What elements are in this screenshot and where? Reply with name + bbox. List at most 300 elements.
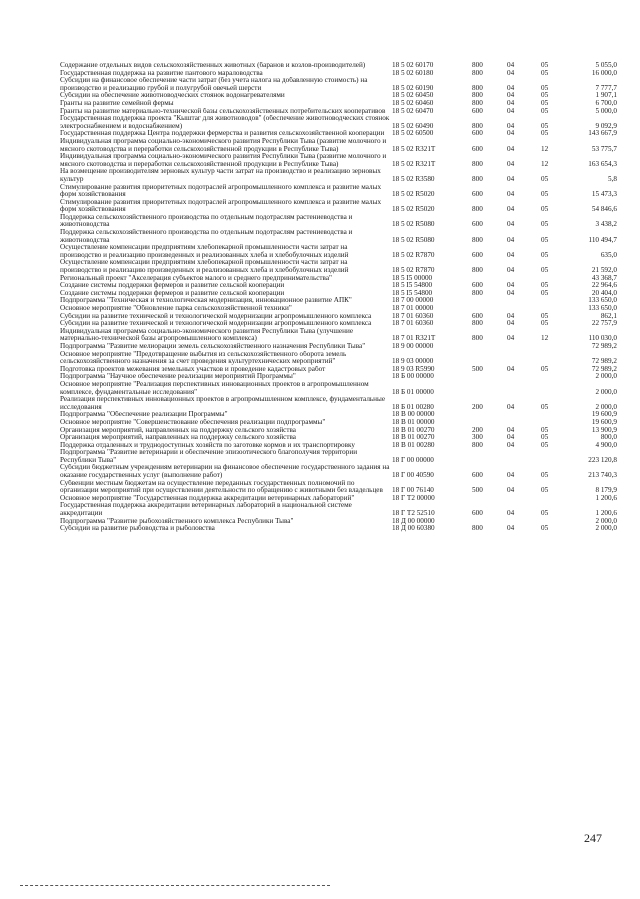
row-section: 04 bbox=[507, 402, 515, 411]
row-section: 04 bbox=[507, 486, 515, 495]
table-row bbox=[60, 328, 617, 343]
row-name: Подготовка проектов межевания земельных участков и проведение кадастровых работ bbox=[60, 365, 326, 373]
table-row bbox=[60, 351, 617, 366]
row-code: 18 5 I5 54800 bbox=[392, 289, 433, 297]
table-row bbox=[60, 449, 617, 464]
row-code: 18 Г Т2 00000 bbox=[392, 494, 435, 502]
row-expense-type: 800 bbox=[472, 525, 483, 533]
row-name: Региональный проект "Акселерация субъектов малого и среднего предпринимательства" bbox=[60, 274, 332, 282]
table-row bbox=[60, 77, 617, 92]
row-section: 04 bbox=[507, 289, 515, 297]
row-name: Субвенции местным бюджетам на осуществление переданных государственных полномочий по организации мероприятий при осуществлении деятельности по обращению с животными без владельцев bbox=[60, 479, 383, 495]
row-subsection bbox=[541, 449, 563, 464]
row-expense-type bbox=[472, 381, 507, 396]
row-expense-type: 600 bbox=[472, 282, 483, 290]
row-section: 04 bbox=[507, 235, 515, 244]
row-expense-type: 800 bbox=[472, 159, 483, 168]
row-name: Государственная поддержка аккредитации ветеринарных лабораторий в национальной системе аккредитации bbox=[60, 502, 352, 518]
row-amount: 2 000,0 bbox=[595, 525, 617, 533]
row-name: Государственная поддержка Центра поддержки фермерства и развития сельскохозяйственной кооперации bbox=[60, 130, 385, 138]
row-subsection: 05 bbox=[541, 289, 549, 297]
row-name: Содержание отдельных видов сельскохозяйственных животных (баранов и козлов-производителей) bbox=[60, 62, 366, 69]
row-subsection: 05 bbox=[541, 92, 549, 100]
row-name: На возмещение производителям зерновых культур части затрат на производство и реализацию зерновых культур bbox=[60, 168, 381, 183]
row-section: 04 bbox=[507, 250, 515, 259]
row-name: Гранты на развитие материально-технической базы сельскохозяйственных потребительских кооперативов bbox=[60, 107, 386, 115]
row-subsection: 05 bbox=[541, 402, 549, 411]
row-amount: 5,8 bbox=[608, 174, 617, 183]
row-subsection: 05 bbox=[541, 441, 549, 449]
row-subsection bbox=[541, 411, 563, 419]
row-code: 18 5 02 R7870 bbox=[392, 250, 435, 259]
row-code: 18 Д 00 00000 bbox=[392, 517, 435, 525]
row-section: 04 bbox=[507, 159, 515, 168]
row-section bbox=[507, 518, 541, 526]
table-row bbox=[60, 305, 617, 313]
row-code: 18 Г Т2 52510 bbox=[392, 509, 435, 518]
row-name: Подпрограмма "Обеспечение реализации Программы" bbox=[60, 411, 228, 419]
row-code: 18 В 01 00270 bbox=[392, 434, 435, 442]
row-name: Осуществление компенсации предприятиям хлебопекарной промышленности части затрат на производство и реализацию произведенных и реализованных хлеба и хлебобулочных изделий bbox=[60, 244, 349, 259]
row-subsection: 12 bbox=[541, 144, 549, 153]
row-code: 18 7 01 00000 bbox=[392, 305, 434, 312]
row-code: 18 5 02 R5020 bbox=[392, 205, 435, 214]
table-row bbox=[60, 518, 617, 526]
row-expense-type: 800 bbox=[472, 334, 483, 343]
table-row bbox=[60, 525, 617, 533]
row-expense-type bbox=[472, 305, 507, 313]
row-subsection: 05 bbox=[541, 525, 549, 533]
row-subsection: 05 bbox=[541, 205, 549, 214]
row-section: 04 bbox=[507, 121, 515, 130]
row-amount: 53 775,7 bbox=[591, 144, 617, 153]
row-expense-type: 800 bbox=[472, 266, 483, 275]
row-subsection bbox=[541, 343, 563, 351]
row-expense-type: 300 bbox=[472, 434, 483, 442]
row-code: 18 7 01 R321T bbox=[392, 334, 436, 343]
row-expense-type: 600 bbox=[472, 190, 483, 199]
row-code: 18 9 03 R5990 bbox=[392, 365, 435, 373]
row-name: Субсидии на развитие технической и технологической модернизации агропромышленного комплекса bbox=[60, 312, 372, 320]
table-row bbox=[60, 100, 617, 108]
row-subsection bbox=[541, 373, 563, 381]
row-subsection: 05 bbox=[541, 434, 549, 442]
row-amount: 133 650,0 bbox=[588, 305, 617, 312]
table-row bbox=[60, 313, 617, 321]
row-name: Основное мероприятие "Обновление парка сельскохозяйственной техники" bbox=[60, 305, 292, 312]
row-expense-type: 800 bbox=[472, 289, 483, 297]
row-expense-type: 500 bbox=[472, 486, 483, 495]
row-code: 18 Д 00 60380 bbox=[392, 525, 435, 533]
row-subsection bbox=[541, 381, 563, 396]
row-expense-type: 800 bbox=[472, 320, 483, 328]
table-row bbox=[60, 495, 617, 503]
table-row bbox=[60, 184, 617, 199]
table-row bbox=[60, 199, 617, 214]
row-amount: 4 900,0 bbox=[595, 441, 617, 449]
row-subsection: 05 bbox=[541, 312, 549, 320]
table-row bbox=[60, 373, 617, 381]
row-subsection: 05 bbox=[541, 320, 549, 328]
row-subsection: 05 bbox=[541, 250, 549, 259]
row-expense-type bbox=[472, 373, 507, 381]
row-section: 04 bbox=[507, 83, 515, 92]
row-subsection bbox=[541, 518, 563, 526]
row-name: Создание системы поддержки фермеров и развитие сельской кооперации bbox=[60, 289, 285, 297]
row-name: Основное мероприятие "Совершенствование обеспечения реализации подпрограммы" bbox=[60, 418, 326, 426]
row-section bbox=[507, 381, 541, 396]
row-name: Подпрограмма "Развитие ветеринарии и обеспечение эпизоотического благополучия территории Республики Тыва" bbox=[60, 449, 358, 464]
row-name: Государственная поддержка на развитие пантового мараловодства bbox=[60, 69, 263, 77]
row-subsection: 05 bbox=[541, 266, 549, 275]
row-code: 18 Б 00 00000 bbox=[392, 373, 434, 381]
row-section: 04 bbox=[507, 220, 515, 229]
row-amount: 862,1 bbox=[600, 312, 617, 320]
row-section: 04 bbox=[507, 312, 515, 320]
row-section: 04 bbox=[507, 69, 515, 77]
row-section: 04 bbox=[507, 365, 515, 373]
row-code: 18 Б 01 00280 bbox=[392, 402, 434, 411]
row-section: 04 bbox=[507, 174, 515, 183]
row-subsection: 05 bbox=[541, 130, 549, 138]
table-row bbox=[60, 138, 617, 153]
row-section: 04 bbox=[507, 334, 515, 343]
row-expense-type: 600 bbox=[472, 220, 483, 229]
row-name: Субсидии на развитие технической и технологической модернизации агропромышленного комплекса bbox=[60, 320, 372, 328]
row-amount: 1 200,6 bbox=[595, 509, 617, 518]
budget-table-page bbox=[60, 62, 615, 533]
row-code: 18 7 00 00000 bbox=[392, 297, 434, 305]
row-expense-type: 800 bbox=[472, 99, 483, 107]
row-amount: 6 700,0 bbox=[595, 99, 617, 107]
row-subsection bbox=[541, 419, 563, 427]
row-code: 18 5 I5 00000 bbox=[392, 274, 433, 282]
row-code: 18 9 00 00000 bbox=[392, 342, 434, 350]
row-amount: 2 000,0 bbox=[595, 387, 617, 396]
row-code: 18 5 02 60450 bbox=[392, 92, 434, 100]
row-name: Индивидуальная программа социально-экономического развития Республики Тыва (улучшение материально-технической базы агропромышленного комплекса) bbox=[60, 327, 354, 343]
row-expense-type bbox=[472, 297, 507, 305]
row-code: 18 Г 00 00000 bbox=[392, 455, 434, 464]
row-expense-type: 600 bbox=[472, 107, 483, 115]
row-amount: 22 757,9 bbox=[591, 320, 617, 328]
page-number: 247 bbox=[584, 831, 602, 845]
row-expense-type: 800 bbox=[472, 69, 483, 77]
row-expense-type bbox=[472, 419, 507, 427]
row-section: 04 bbox=[507, 99, 515, 107]
table-row bbox=[60, 168, 617, 183]
row-name: Создание системы поддержки фермеров и развитие сельской кооперации bbox=[60, 282, 285, 290]
row-amount: 143 667,9 bbox=[588, 130, 617, 138]
row-code: 18 5 02 R321T bbox=[392, 159, 436, 168]
row-section: 04 bbox=[507, 471, 515, 480]
row-section: 04 bbox=[507, 190, 515, 199]
row-expense-type: 800 bbox=[472, 441, 483, 449]
table-row bbox=[60, 115, 617, 130]
row-code: 18 5 02 R5080 bbox=[392, 220, 435, 229]
row-name: Подпрограмма "Техническая и технологическая модернизация, инновационное развитие АПК" bbox=[60, 297, 352, 305]
row-code: 18 5 02 R5020 bbox=[392, 190, 435, 199]
row-subsection: 05 bbox=[541, 282, 549, 290]
table-row bbox=[60, 434, 617, 442]
row-expense-type: 800 bbox=[472, 62, 483, 69]
row-name: Реализация перспективных инновационных проектов в агропромышленном комплексе, фундаментальные исследования bbox=[60, 396, 386, 411]
row-subsection bbox=[541, 297, 563, 305]
row-amount: 72 989,2 bbox=[591, 357, 617, 366]
row-subsection: 05 bbox=[541, 83, 549, 92]
row-amount: 43 368,7 bbox=[591, 274, 617, 282]
row-subsection bbox=[541, 351, 563, 366]
row-expense-type bbox=[472, 518, 507, 526]
row-expense-type: 500 bbox=[472, 365, 483, 373]
table-row bbox=[60, 229, 617, 244]
row-section bbox=[507, 419, 541, 427]
row-section bbox=[507, 275, 541, 283]
row-code: 18 В 01 00000 bbox=[392, 418, 435, 426]
table-row bbox=[60, 411, 617, 419]
row-section bbox=[507, 411, 541, 419]
budget-table-body bbox=[60, 62, 617, 533]
table-row bbox=[60, 427, 617, 435]
row-subsection: 05 bbox=[541, 107, 549, 115]
row-amount: 1 907,1 bbox=[595, 92, 617, 100]
row-name: Гранты на развитие семейной фермы bbox=[60, 99, 174, 107]
row-expense-type: 600 bbox=[472, 144, 483, 153]
row-section: 04 bbox=[507, 62, 515, 69]
row-name: Субсидии на обеспечение животноводческих стоянок водонагревателями bbox=[60, 92, 285, 100]
row-name: Поддержка отдаленных и труднодоступных хозяйств по заготовке кормов и их транспортировку bbox=[60, 441, 355, 449]
table-row bbox=[60, 396, 617, 411]
row-subsection bbox=[541, 275, 563, 283]
table-row bbox=[60, 282, 617, 290]
row-amount: 20 404,0 bbox=[591, 289, 617, 297]
row-subsection: 05 bbox=[541, 235, 549, 244]
row-amount: 133 650,0 bbox=[588, 297, 617, 305]
row-name: Индивидуальная программа социально-экономического развития Республики Тыва (развитие молочного и мясного скотоводства и переработки сельскохозяйственной продукции в Республике Тыва) bbox=[60, 137, 387, 153]
row-subsection bbox=[541, 305, 563, 313]
row-amount: 2 000,0 bbox=[595, 373, 617, 381]
row-subsection: 05 bbox=[541, 69, 549, 77]
row-amount: 72 989,2 bbox=[591, 365, 617, 373]
row-name: Подпрограмма "Развитие мелиорации земель сельскохозяйственного назначения Республики Тыва" bbox=[60, 342, 366, 350]
row-expense-type: 200 bbox=[472, 402, 483, 411]
row-subsection: 12 bbox=[541, 334, 549, 343]
row-code: 18 5 02 60180 bbox=[392, 69, 434, 77]
row-code: 18 5 02 60470 bbox=[392, 107, 434, 115]
row-amount: 8 179,9 bbox=[595, 486, 617, 495]
row-name: Индивидуальная программа социально-экономического развития Республики Тыва (развитие молочного и мясного скотоводства и переработки сельскохозяйственной продукции в Республике Тыва) bbox=[60, 153, 387, 168]
row-amount: 72 989,2 bbox=[591, 342, 617, 350]
row-code: 18 5 02 60460 bbox=[392, 99, 434, 107]
row-amount: 110 030,0 bbox=[588, 334, 617, 343]
table-row bbox=[60, 92, 617, 100]
row-name: Подпрограмма "Научное обеспечение реализации мероприятий Программы" bbox=[60, 373, 296, 381]
row-expense-type: 200 bbox=[472, 426, 483, 434]
row-subsection: 05 bbox=[541, 220, 549, 229]
row-subsection: 05 bbox=[541, 509, 549, 518]
row-amount: 2 000,0 bbox=[595, 517, 617, 525]
row-name: Стимулирование развития приоритетных подотраслей агропромышленного комплекса и развитие малых форм хозяйствования bbox=[60, 183, 382, 199]
table-row bbox=[60, 214, 617, 229]
row-expense-type bbox=[472, 275, 507, 283]
row-code: 18 Г 00 40590 bbox=[392, 471, 434, 480]
row-code: 18 5 02 R5080 bbox=[392, 235, 435, 244]
row-amount: 163 654,3 bbox=[588, 159, 617, 168]
row-expense-type: 800 bbox=[472, 121, 483, 130]
row-section: 04 bbox=[507, 205, 515, 214]
row-amount: 110 494,7 bbox=[588, 235, 617, 244]
row-subsection: 05 bbox=[541, 62, 549, 69]
row-name: Организация мероприятий, направленных на поддержку сельского хозяйства bbox=[60, 426, 296, 434]
row-section: 04 bbox=[507, 92, 515, 100]
row-expense-type: 600 bbox=[472, 312, 483, 320]
row-section: 04 bbox=[507, 266, 515, 275]
row-amount: 1 200,6 bbox=[595, 494, 617, 502]
row-code: 18 В 01 00270 bbox=[392, 426, 435, 434]
table-row bbox=[60, 62, 617, 70]
row-subsection: 05 bbox=[541, 174, 549, 183]
table-row bbox=[60, 502, 617, 517]
row-section bbox=[507, 449, 541, 464]
row-expense-type: 800 bbox=[472, 174, 483, 183]
row-expense-type bbox=[472, 411, 507, 419]
row-section: 04 bbox=[507, 441, 515, 449]
row-section: 04 bbox=[507, 107, 515, 115]
row-name: Организация мероприятий, направленных на поддержку сельского хозяйства bbox=[60, 434, 296, 442]
row-amount: 213 740,3 bbox=[588, 471, 617, 480]
row-name: Основное мероприятие "Государственная поддержка аккредитации ветеринарных лабораторий" bbox=[60, 494, 355, 502]
row-subsection: 05 bbox=[541, 121, 549, 130]
table-row bbox=[60, 480, 617, 495]
row-code: 18 5 02 60170 bbox=[392, 62, 434, 69]
row-code: 18 В 00 00000 bbox=[392, 411, 435, 419]
row-section: 04 bbox=[507, 426, 515, 434]
row-code: 18 5 02 R7870 bbox=[392, 266, 435, 275]
row-subsection: 05 bbox=[541, 99, 549, 107]
table-row bbox=[60, 381, 617, 396]
row-amount: 22 964,6 bbox=[591, 282, 617, 290]
row-expense-type bbox=[472, 495, 507, 503]
table-row bbox=[60, 366, 617, 374]
row-expense-type bbox=[472, 449, 507, 464]
row-code: 18 Б 01 00000 bbox=[392, 387, 434, 396]
row-amount: 15 473,3 bbox=[591, 190, 617, 199]
row-amount: 13 900,9 bbox=[591, 426, 617, 434]
table-row bbox=[60, 442, 617, 450]
row-subsection: 05 bbox=[541, 486, 549, 495]
row-amount: 5 055,0 bbox=[595, 62, 617, 69]
row-expense-type: 800 bbox=[472, 83, 483, 92]
row-section bbox=[507, 351, 541, 366]
row-code: 18 5 02 R3580 bbox=[392, 174, 435, 183]
row-amount: 2 000,0 bbox=[595, 402, 617, 411]
row-code: 18 5 02 R321T bbox=[392, 144, 436, 153]
row-code: 18 В 01 00280 bbox=[392, 441, 435, 449]
row-code: 18 5 02 60190 bbox=[392, 83, 434, 92]
row-name: Государственная поддержка проекта "Кыштаг для животноводов" (обеспечение животноводческих стоянок электроснабжением и водоснабжением) bbox=[60, 115, 390, 130]
row-section: 04 bbox=[507, 525, 515, 533]
table-row bbox=[60, 244, 617, 259]
row-name: Осуществление компенсации предприятиям хлебопекарной промышленности части затрат на производство и реализацию произведенных и реализованных хлеба и хлебобулочных изделий bbox=[60, 259, 349, 275]
table-row bbox=[60, 130, 617, 138]
row-subsection: 05 bbox=[541, 365, 549, 373]
budget-table bbox=[60, 62, 617, 533]
row-section bbox=[507, 297, 541, 305]
row-subsection: 05 bbox=[541, 426, 549, 434]
table-row bbox=[60, 464, 617, 479]
table-row bbox=[60, 297, 617, 305]
row-amount: 5 000,0 bbox=[595, 107, 617, 115]
row-name: Основное мероприятие "Реализация перспективных инновационных проектов в агропромышленном комплексе, фундаментальные исследования" bbox=[60, 380, 369, 396]
table-row bbox=[60, 108, 617, 116]
row-expense-type: 600 bbox=[472, 509, 483, 518]
row-expense-type: 600 bbox=[472, 471, 483, 480]
row-section: 04 bbox=[507, 144, 515, 153]
table-row bbox=[60, 275, 617, 283]
row-section bbox=[507, 305, 541, 313]
table-row bbox=[60, 320, 617, 328]
row-code: 18 5 02 60500 bbox=[392, 130, 434, 138]
row-subsection: 12 bbox=[541, 159, 549, 168]
row-amount: 19 600,9 bbox=[591, 411, 617, 419]
row-amount: 54 846,6 bbox=[591, 205, 617, 214]
row-name: Стимулирование развития приоритетных подотраслей агропромышленного комплекса и развитие малых форм хозяйствования bbox=[60, 198, 382, 214]
row-expense-type: 800 bbox=[472, 205, 483, 214]
row-amount: 800,0 bbox=[600, 434, 617, 442]
row-name: Поддержка сельскохозяйственного производства по отдельным подотраслям растениеводства и животноводства bbox=[60, 229, 353, 244]
row-name: Субсидии на финансовое обеспечение части затрат (без учета налога на добавленную стоимость) на производство и реализацию грубой и полугрубой овечьей шерсти bbox=[60, 77, 368, 92]
row-expense-type: 600 bbox=[472, 250, 483, 259]
row-section: 04 bbox=[507, 509, 515, 518]
row-section: 04 bbox=[507, 282, 515, 290]
row-expense-type bbox=[472, 351, 507, 366]
row-expense-type bbox=[472, 343, 507, 351]
row-code: 18 5 02 60490 bbox=[392, 121, 434, 130]
row-subsection bbox=[541, 495, 563, 503]
row-name: Субсидии на развитие рыбоводства и рыболовства bbox=[60, 525, 215, 533]
row-amount: 16 000,0 bbox=[591, 69, 617, 77]
row-section bbox=[507, 373, 541, 381]
row-code: 18 7 01 60360 bbox=[392, 320, 434, 328]
row-expense-type: 800 bbox=[472, 235, 483, 244]
row-name: Подпрограмма "Развитие рыбохозяйственного комплекса Республики Тыва" bbox=[60, 517, 294, 525]
row-expense-type: 800 bbox=[472, 92, 483, 100]
row-section bbox=[507, 495, 541, 503]
row-section bbox=[507, 343, 541, 351]
row-code: 18 9 03 00000 bbox=[392, 357, 434, 366]
table-row bbox=[60, 259, 617, 274]
row-amount: 21 592,0 bbox=[591, 266, 617, 275]
row-name: Субсидии бюджетным учреждениям ветеринарии на финансовое обеспечение государственного задания на оказание государственных услуг (выполнение работ) bbox=[60, 464, 390, 480]
row-amount: 635,0 bbox=[600, 250, 617, 259]
table-row bbox=[60, 70, 617, 78]
table-row bbox=[60, 419, 617, 427]
row-section: 04 bbox=[507, 320, 515, 328]
row-section: 04 bbox=[507, 130, 515, 138]
table-row bbox=[60, 153, 617, 168]
row-amount: 19 600,9 bbox=[591, 418, 617, 426]
row-expense-type: 600 bbox=[472, 130, 483, 138]
row-subsection: 05 bbox=[541, 471, 549, 480]
row-amount: 3 438,2 bbox=[595, 220, 617, 229]
row-name: Поддержка сельскохозяйственного производства по отдельным подотраслям растениеводства и животноводства bbox=[60, 213, 353, 229]
row-name: Основное мероприятие "Предотвращение выбытия из сельскохозяйственного оборота земель сельскохозяйственного назначения за счет проведения культуртехнических мероприятий" bbox=[60, 350, 347, 366]
row-amount: 223 120,8 bbox=[588, 455, 617, 464]
row-code: 18 Г 00 76140 bbox=[392, 486, 434, 495]
row-code: 18 7 01 60360 bbox=[392, 312, 434, 320]
row-code: 18 5 I5 54800 bbox=[392, 282, 433, 290]
table-row bbox=[60, 290, 617, 298]
